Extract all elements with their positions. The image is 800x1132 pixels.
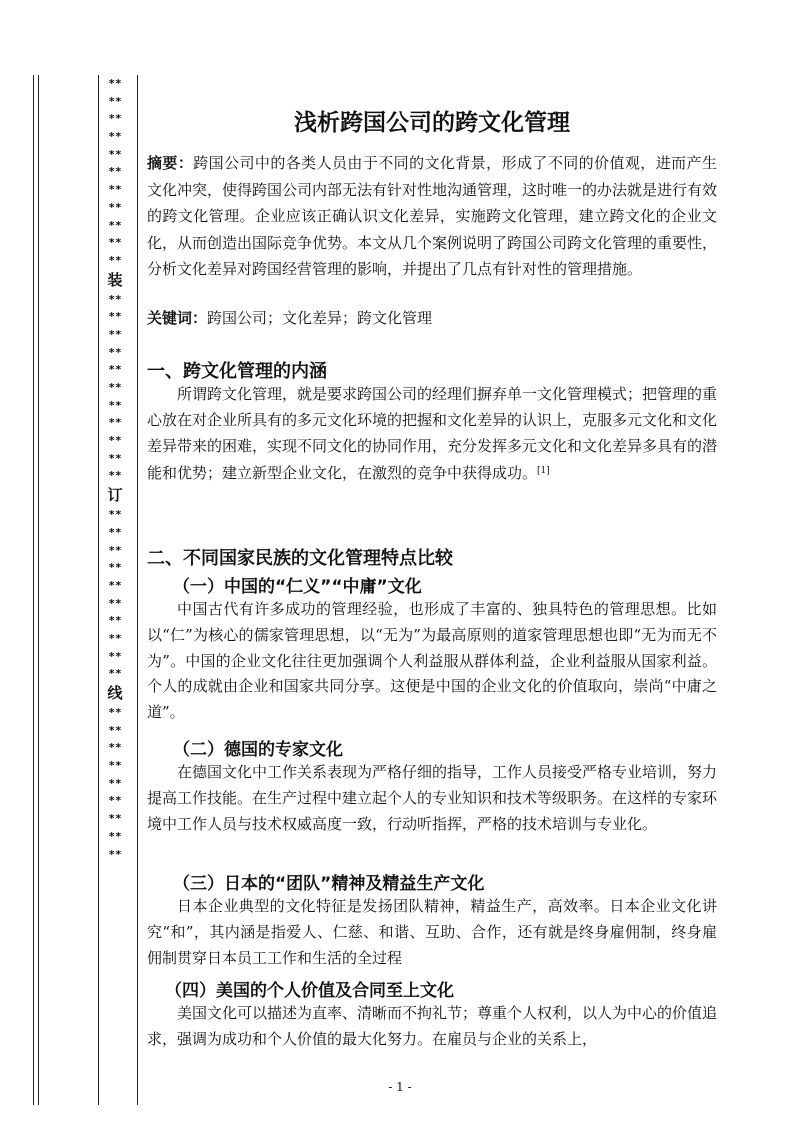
binding-star: ** <box>108 741 122 755</box>
binding-line-outer-2 <box>38 75 39 1105</box>
binding-star: ** <box>108 94 122 108</box>
binding-star: ** <box>108 253 122 267</box>
binding-line-outer <box>33 75 34 1105</box>
binding-star: ** <box>108 327 122 341</box>
binding-star: ** <box>108 723 122 737</box>
binding-star: ** <box>108 614 122 628</box>
abstract-text: 跨国公司中的各类人员由于不同的文化背景，形成了不同的价值观，进而产生文化冲突，使得跨国公司内部无法有针对性地沟通管理，这时唯一的办法就是进行有效的跨文化管理。企业应该正确认识文化差异，实施跨文化管理，建立跨文化的企业文化，从而创造出国际竞争优势。本文从几个案例说明了跨国公司跨文化管理的重要性，分析文化差异对跨国经营管理的影响，并提出了几点有针对性的管理措施。 <box>147 154 718 278</box>
binding-star: ** <box>108 416 122 430</box>
binding-star: ** <box>108 218 122 232</box>
binding-star: ** <box>108 292 122 306</box>
keywords-text: 跨国公司；文化差异；跨文化管理 <box>207 309 433 327</box>
binding-star: ** <box>108 543 122 557</box>
section2-sub3-body: 日本企业典型的文化特征是发扬团队精神，精益生产，高效率。日本企业文化讲究“和”，其内涵是指爱人、仁慈、和谐、互助、合作，还有就是终身雇佣制，终身雇佣制贯穿日本员工工作和生活的全过程 <box>147 897 717 967</box>
binding-star: ** <box>108 381 122 394</box>
binding-star: ** <box>108 759 122 773</box>
section2-sub1-body: 中国古代有许多成功的管理经验，也形成了丰富的、独具特色的管理思想。比如以“仁”为核心的儒家管理思想，以“无为”为最高原则的道家管理思想也即“无为而无不为”。中国的企业文化往往更加强调个人利益服从群体利益，企业利益服从国家利益。个人的成就由企业和国家共同分享。这便是中国的企业文化的价值取向，崇尚“中庸之道”。 <box>147 600 717 722</box>
section1-heading: 一、跨文化管理的内涵 <box>147 361 327 382</box>
binding-star: ** <box>108 508 122 522</box>
section2-sub4-body: 美国文化可以描述为直率、清晰而不拘礼节；尊重个人权利，以人为中心的价值追求，强调为成功和个人价值的最大化努力。在雇员与企业的关系上， <box>147 1004 718 1048</box>
binding-star: ** <box>108 236 122 250</box>
section2-sub2-body: 在德国文化中工作关系表现为严格仔细的指导，工作人员接受严格专业培训，努力提高工作技能。在生产过程中建立起个人的专业知识和技术等级职务。在这样的专家环境中工作人员与技术权威高度一致，行动听指挥，严格的技术培训与专业化。 <box>147 763 718 833</box>
section1-body <box>147 382 717 487</box>
section2-heading: 二、不同国家民族的文化管理特点比较 <box>147 548 453 569</box>
binding-star: ** <box>108 183 122 197</box>
document-title: 浅析跨国公司的跨文化管理 <box>294 110 570 136</box>
section2-sub3-heading: （三）日本的“团队”精神及精益生产文化 <box>173 874 485 894</box>
binding-star: ** <box>108 147 122 161</box>
binding-star: ** <box>108 794 122 808</box>
binding-mark: 订 <box>107 486 123 505</box>
binding-star: ** <box>108 451 122 465</box>
section2-sub4-heading: （四）美国的个人价值及合同至上文化 <box>165 981 454 1001</box>
binding-line-text-edge <box>137 75 138 1105</box>
binding-mark: 线 <box>107 684 123 702</box>
binding-star: ** <box>108 596 122 610</box>
binding-star: ** <box>108 345 122 359</box>
binding-line-inner <box>98 75 99 1105</box>
section2-sub2-heading: （二）德国的专家文化 <box>173 740 343 760</box>
binding-star: ** <box>108 363 122 377</box>
binding-star: ** <box>108 77 122 90</box>
binding-star: ** <box>108 812 122 826</box>
binding-star: ** <box>108 776 122 790</box>
binding-star: ** <box>108 130 122 144</box>
binding-star: ** <box>108 706 122 719</box>
binding-star: ** <box>108 434 122 448</box>
keywords <box>147 305 717 332</box>
abstract <box>147 150 717 283</box>
binding-star: ** <box>108 631 122 645</box>
binding-star: ** <box>108 525 122 539</box>
binding-star: ** <box>108 112 122 126</box>
binding-star: ** <box>108 829 122 843</box>
binding-margin-marks <box>100 75 130 863</box>
binding-star: ** <box>108 469 122 483</box>
binding-star: ** <box>108 398 122 412</box>
section1-text: 所谓跨文化管理，就是要求跨国公司的经理们摒弃单一文化管理模式；把管理的重心放在对企业所具有的多元文化环境的把握和文化差异的认识上，克服多元文化和文化差异带来的困难，实现不同文化的协同作用，充分发挥多元文化和文化差异多具有的潜能和优势；建立新型企业文化，在激烈的竞争中获得成功。 <box>147 385 718 483</box>
binding-star: ** <box>108 310 122 324</box>
binding-star: ** <box>108 200 122 214</box>
binding-star: ** <box>108 165 122 179</box>
section1-reference: [1] <box>537 466 550 477</box>
binding-star: ** <box>108 561 122 575</box>
binding-star: ** <box>108 847 122 861</box>
abstract-label: 摘要： <box>147 154 194 172</box>
binding-star: ** <box>108 649 122 663</box>
binding-star: ** <box>108 667 122 681</box>
binding-mark: 装 <box>107 270 123 289</box>
keywords-label: 关键词： <box>147 309 208 327</box>
binding-star: ** <box>108 578 122 592</box>
section2-sub1-heading: （一）中国的“仁义”“中庸”文化 <box>173 577 422 597</box>
page-number: - 1 - <box>388 1080 412 1094</box>
